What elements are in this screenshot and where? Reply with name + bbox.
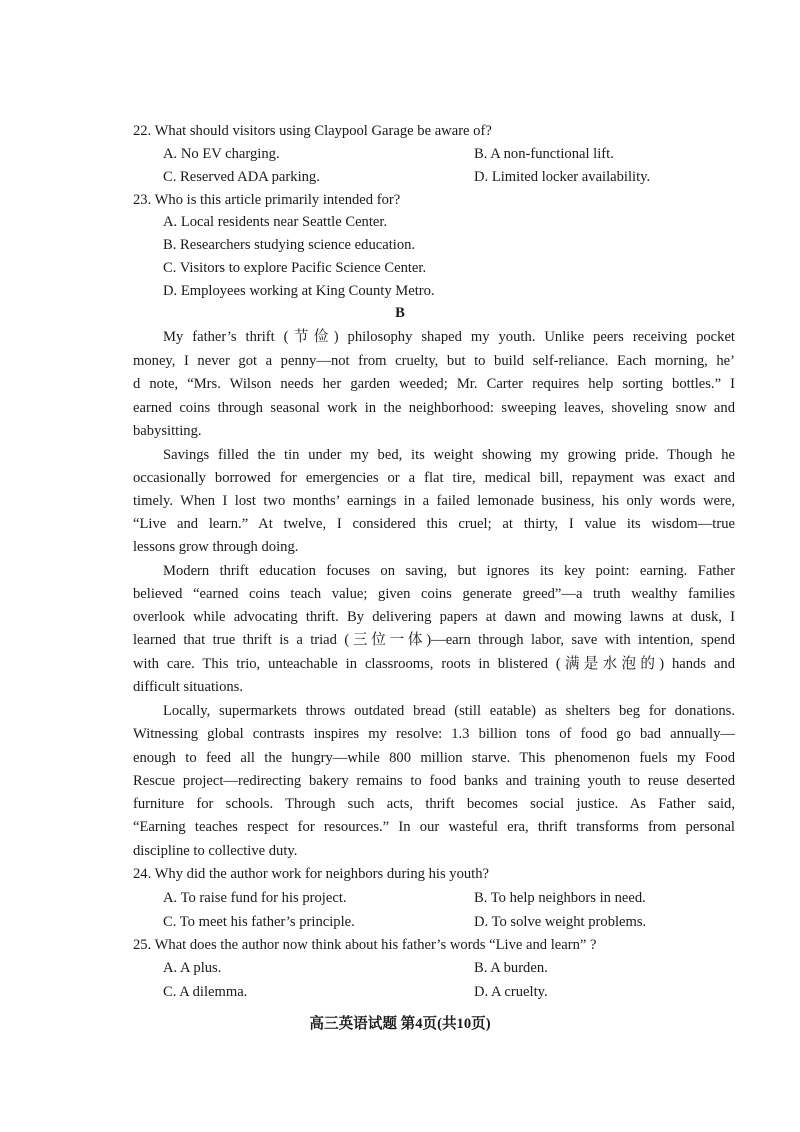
passage-line: babysitting. [133, 423, 202, 439]
section-label: B [395, 305, 405, 321]
question-24-stem: 24. Why did the author work for neighbors during his youth? [133, 866, 490, 882]
passage-line: enough to feed all the hungry—while 800 million starve. This phenomenon fuels my Food [133, 750, 735, 766]
passage-line: Locally, supermarkets throws outdated bread (still eatable) as shelters beg for donations. [163, 703, 735, 719]
question-23-option-a: A. Local residents near Seattle Center. [163, 214, 388, 230]
question-23-option-c: C. Visitors to explore Pacific Science Center. [163, 260, 427, 276]
question-24-option-b: B. To help neighbors in need. [474, 890, 646, 906]
passage-line: learned that true thrift is a triad (三位一体)—earn through labor, save with intention, spend [133, 632, 735, 648]
question-25-option-b: B. A burden. [474, 960, 548, 976]
passage-line: earned coins through seasonal work in the neighborhood: sweeping leaves, shoveling snow and [133, 400, 735, 416]
question-25-stem: 25. What does the author now think about his father’s words “Live and learn” ? [133, 937, 597, 953]
passage-line: furniture for schools. Through such acts, thrift becomes social justice. As Father said, [133, 796, 735, 812]
question-24-option-c: C. To meet his father’s principle. [163, 914, 355, 930]
question-25-option-d: D. A cruelty. [474, 984, 548, 1000]
question-22-option-a: A. No EV charging. [163, 146, 280, 162]
question-22-option-c: C. Reserved ADA parking. [163, 169, 320, 185]
question-23-option-b: B. Researchers studying science education. [163, 237, 416, 253]
passage-line: Witnessing global contrasts inspires my resolve: 1.3 billion tons of food go bad annually— [133, 726, 735, 742]
passage-line: “Earning teaches respect for resources.” In our wasteful era, thrift transforms from personal [133, 819, 735, 835]
passage-line: money, I never got a penny—not from cruelty, but to build self-reliance. Each morning, he’ [133, 353, 735, 369]
passage-line: Savings filled the tin under my bed, its weight showing my growing pride. Though he [163, 447, 735, 463]
question-22-option-b: B. A non-functional lift. [474, 146, 614, 162]
question-25-option-c: C. A dilemma. [163, 984, 248, 1000]
question-23-stem: 23. Who is this article primarily intended for? [133, 192, 401, 208]
passage-line: overlook while advocating thrift. By delivering papers at dawn and mowing lawns at dusk, I [133, 609, 735, 625]
page-footer: 高三英语试题 第4页(共10页) [309, 1016, 491, 1032]
question-24-option-d: D. To solve weight problems. [474, 914, 647, 930]
passage-line: lessons grow through doing. [133, 539, 299, 555]
passage-line: My father’s thrift (节俭) philosophy shaped my youth. Unlike peers receiving pocket [163, 329, 735, 345]
question-22-option-d: D. Limited locker availability. [474, 169, 651, 185]
passage-line: difficult situations. [133, 679, 243, 695]
question-22-stem: 22. What should visitors using Claypool Garage be aware of? [133, 123, 492, 139]
passage-line: occasionally borrowed for emergencies or a flat tire, medical bill, repayment was exact and [133, 470, 735, 486]
passage-line: believed “earned coins teach value; given coins generate greed”—a truth wealthy families [133, 586, 735, 602]
passage-line: d note, “Mrs. Wilson needs her garden weeded; Mr. Carter requires help sorting bottles.” I [133, 376, 735, 392]
question-23-option-d: D. Employees working at King County Metro. [163, 283, 435, 299]
question-24-option-a: A. To raise fund for his project. [163, 890, 347, 906]
passage-line: with care. This trio, unteachable in classrooms, roots in blistered (满是水泡的) hands and [133, 656, 735, 672]
question-25-option-a: A. A plus. [163, 960, 222, 976]
passage-line: discipline to collective duty. [133, 843, 298, 859]
passage-line: Rescue project—redirecting bakery remains to food banks and training youth to reuse deserted [133, 773, 735, 789]
passage-line: timely. When I lost two months’ earnings in a failed lemonade business, his only words were, [133, 493, 735, 509]
passage-line: Modern thrift education focuses on saving, but ignores its key point: earning. Father [163, 563, 735, 579]
passage-line: “Live and learn.” At twelve, I considered this cruel; at thirty, I value its wisdom—true [133, 516, 735, 532]
